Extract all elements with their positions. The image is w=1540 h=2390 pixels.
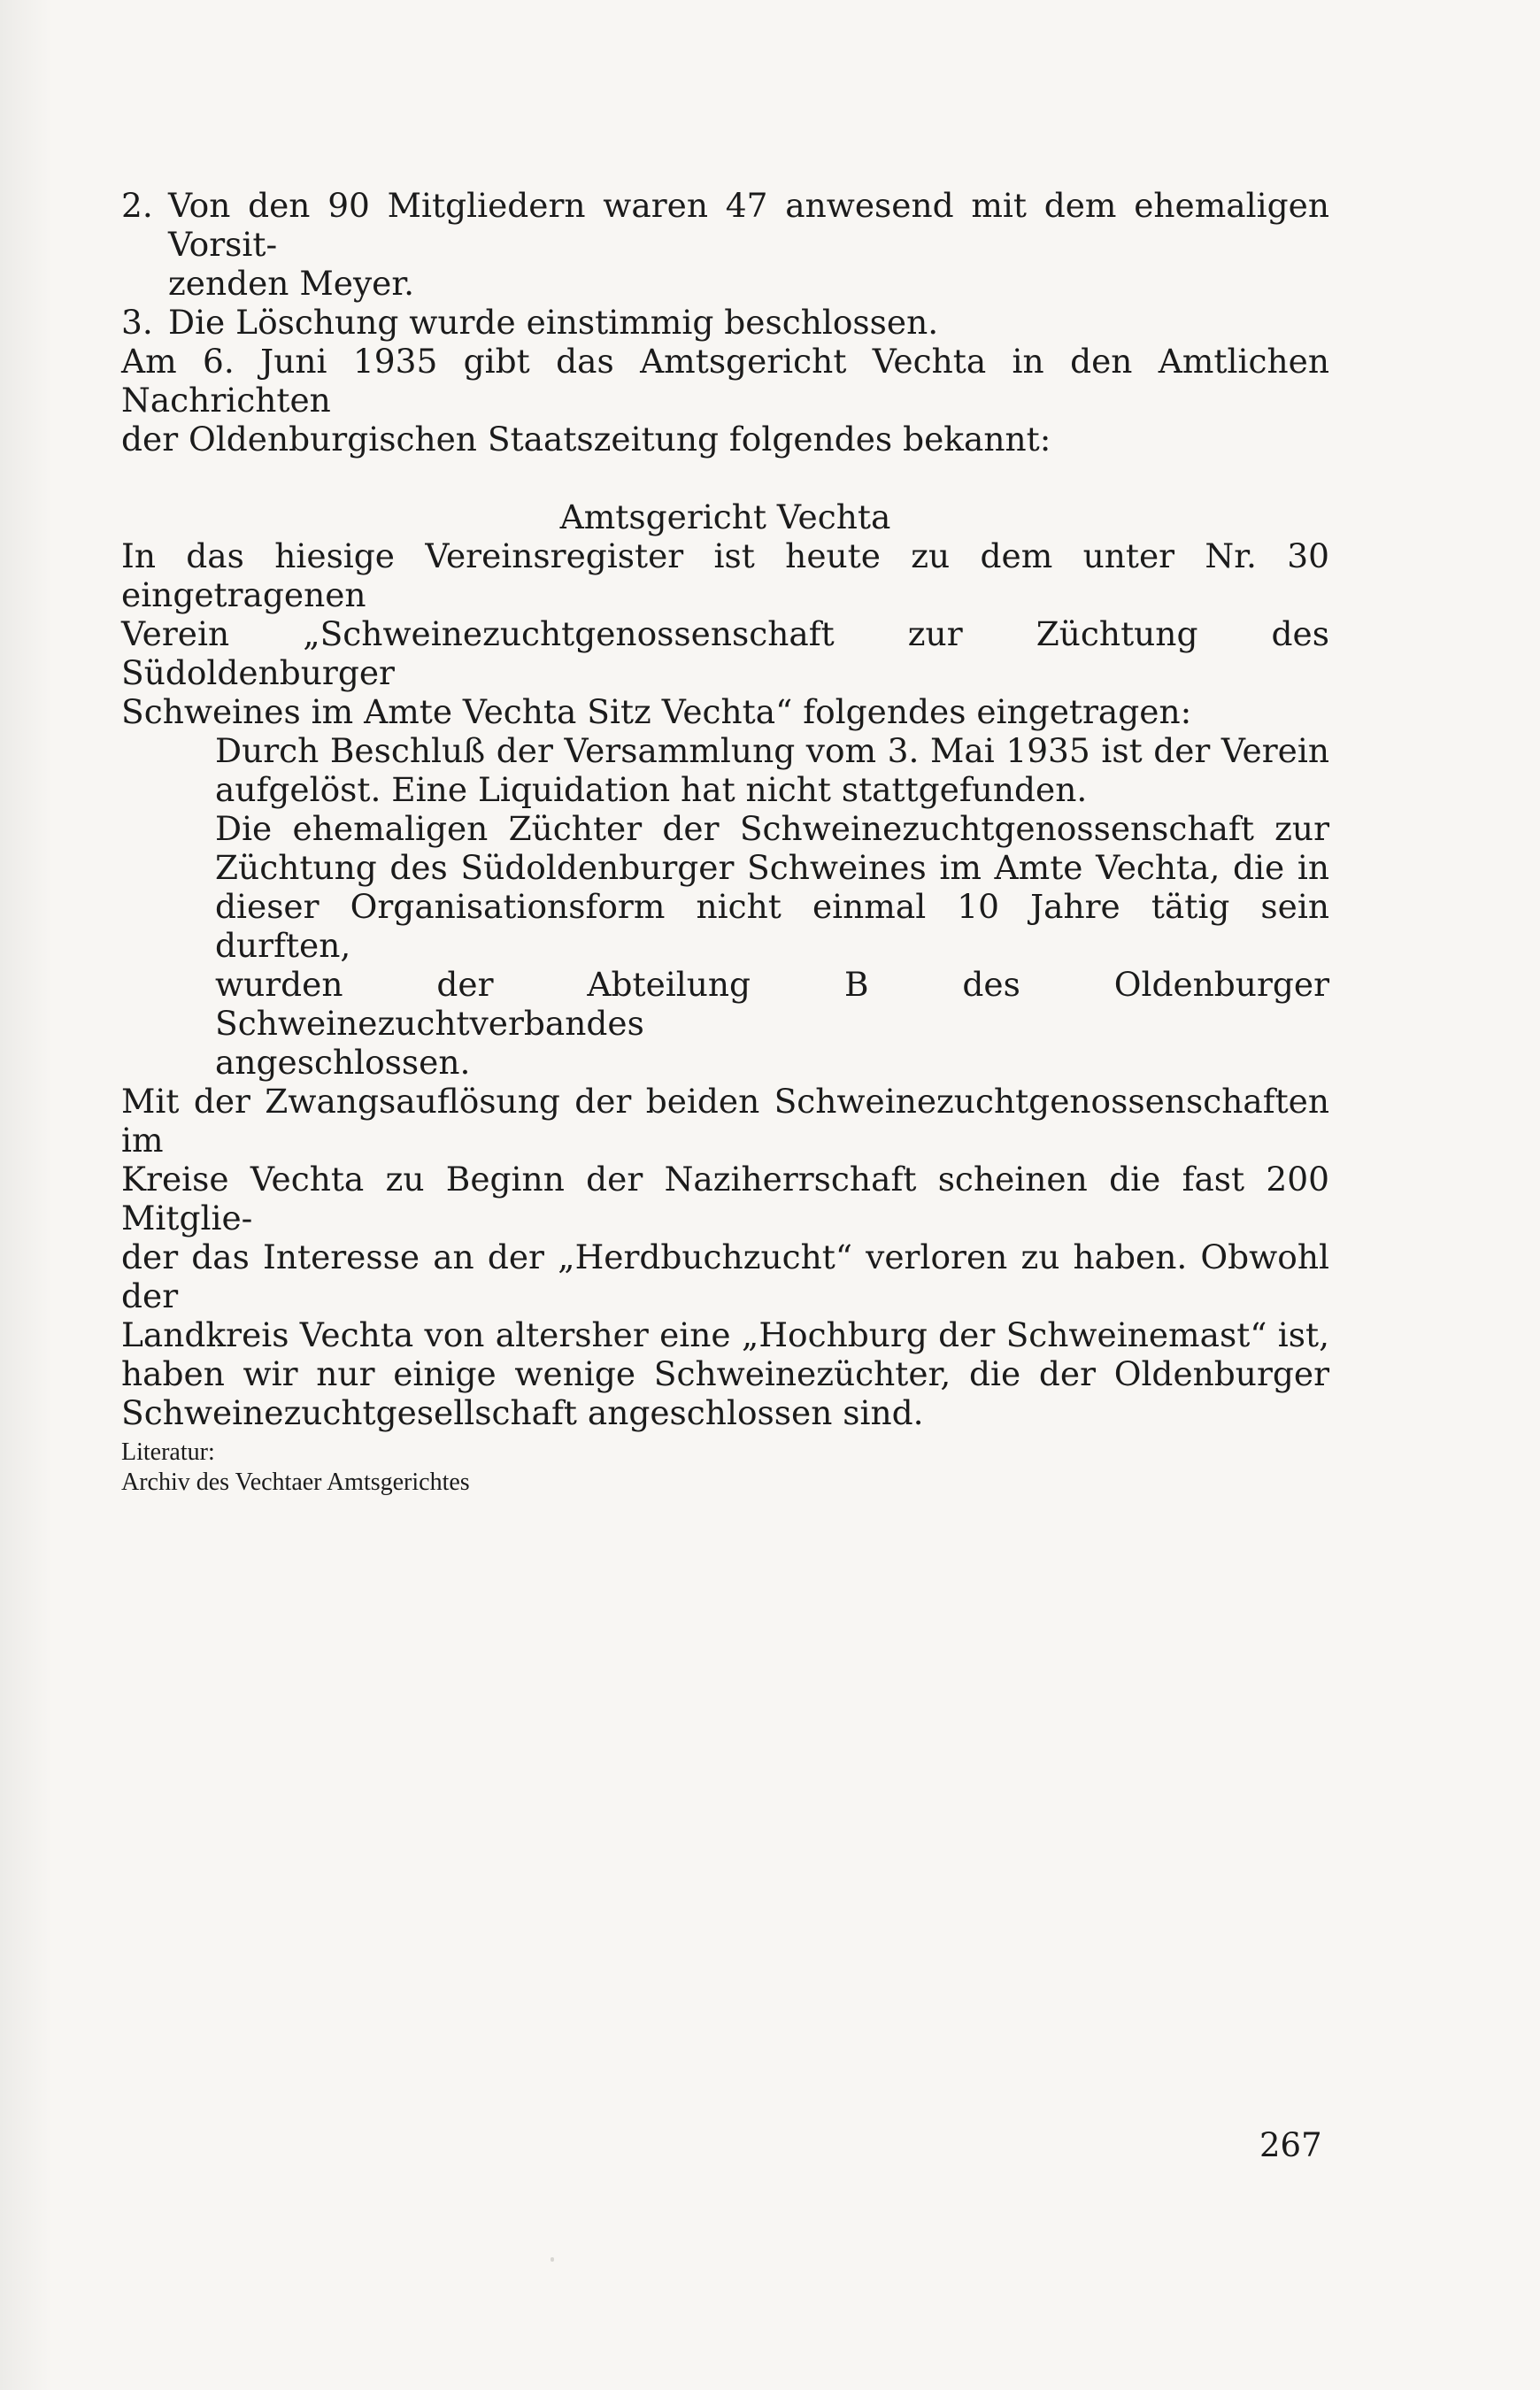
text-line: Durch Beschluß der Versammlung vom 3. Mai 1935 ist der Verein bbox=[215, 731, 1329, 770]
announcement-heading: Amtsgericht Vechta bbox=[559, 497, 891, 536]
text-line: haben wir nur einige wenige Schweinezüchter, die der Oldenburger bbox=[121, 1354, 1329, 1393]
list-number: 3. bbox=[121, 303, 153, 342]
text-line: zenden Meyer. bbox=[168, 264, 415, 303]
text-line: In das hiesige Vereinsregister ist heute zu dem unter Nr. 30 eingetragenen bbox=[121, 536, 1329, 614]
text-line: der das Interesse an der „Herdbuchzucht“ verloren zu haben. Obwohl der bbox=[121, 1237, 1329, 1315]
text-line: Kreise Vechta zu Beginn der Naziherrschaft scheinen die fast 200 Mitglie- bbox=[121, 1160, 1329, 1237]
text-line: Verein „Schweinezuchtgenossenschaft zur Züchtung des Südoldenburger bbox=[121, 614, 1329, 692]
list-number: 2. bbox=[121, 186, 153, 225]
page-number: 267 bbox=[1259, 2126, 1322, 2164]
text-line: Landkreis Vechta von altersher eine „Hochburg der Schweinemast“ ist, bbox=[121, 1315, 1329, 1354]
literature-label: Literatur: bbox=[121, 1438, 215, 1466]
quote-paragraph-1 bbox=[121, 731, 1329, 809]
text-line: Die ehemaligen Züchter der Schweinezuchtgenossenschaft zur bbox=[215, 809, 1329, 848]
text-line: aufgelöst. Eine Liquidation hat nicht stattgefunden. bbox=[215, 770, 1088, 809]
text-line: angeschlossen. bbox=[215, 1043, 471, 1082]
announcement-paragraph bbox=[121, 536, 1329, 731]
quote-paragraph-2 bbox=[121, 809, 1329, 1082]
text-line: der Oldenburgischen Staatszeitung folgendes bekannt: bbox=[121, 420, 1051, 459]
text-line: Züchtung des Südoldenburger Schweines im Amte Vechta, die in bbox=[215, 848, 1329, 887]
list-item-3 bbox=[121, 303, 1329, 342]
paper-speck bbox=[551, 2257, 554, 2262]
text-line: Am 6. Juni 1935 gibt das Amtsgericht Vechta in den Amtlichen Nachrichten bbox=[121, 342, 1329, 420]
text-line: dieser Organisationsform nicht einmal 10 Jahre tätig sein durften, bbox=[215, 887, 1329, 965]
closing-paragraph bbox=[121, 1082, 1329, 1432]
text-line: Schweinezuchtgesellschaft angeschlossen sind. bbox=[121, 1393, 924, 1432]
literature-section bbox=[121, 1438, 1329, 1498]
list-item-2 bbox=[121, 186, 1329, 303]
page-edge-shading bbox=[0, 0, 53, 2390]
intro-paragraph bbox=[121, 342, 1329, 459]
text-line: wurden der Abteilung B des Oldenburger Schweinezuchtverbandes bbox=[215, 965, 1329, 1043]
text-line: Die Löschung wurde einstimmig beschlossen. bbox=[168, 303, 939, 342]
text-line: Von den 90 Mitgliedern waren 47 anwesend mit dem ehemaligen Vorsit- bbox=[168, 186, 1329, 264]
text-line: Mit der Zwangsauflösung der beiden Schweinezuchtgenossenschaften im bbox=[121, 1082, 1329, 1160]
literature-source: Archiv des Vechtaer Amtsgerichtes bbox=[121, 1469, 470, 1496]
body-text bbox=[121, 186, 1329, 1498]
text-line: Schweines im Amte Vechta Sitz Vechta“ folgendes eingetragen: bbox=[121, 692, 1192, 731]
